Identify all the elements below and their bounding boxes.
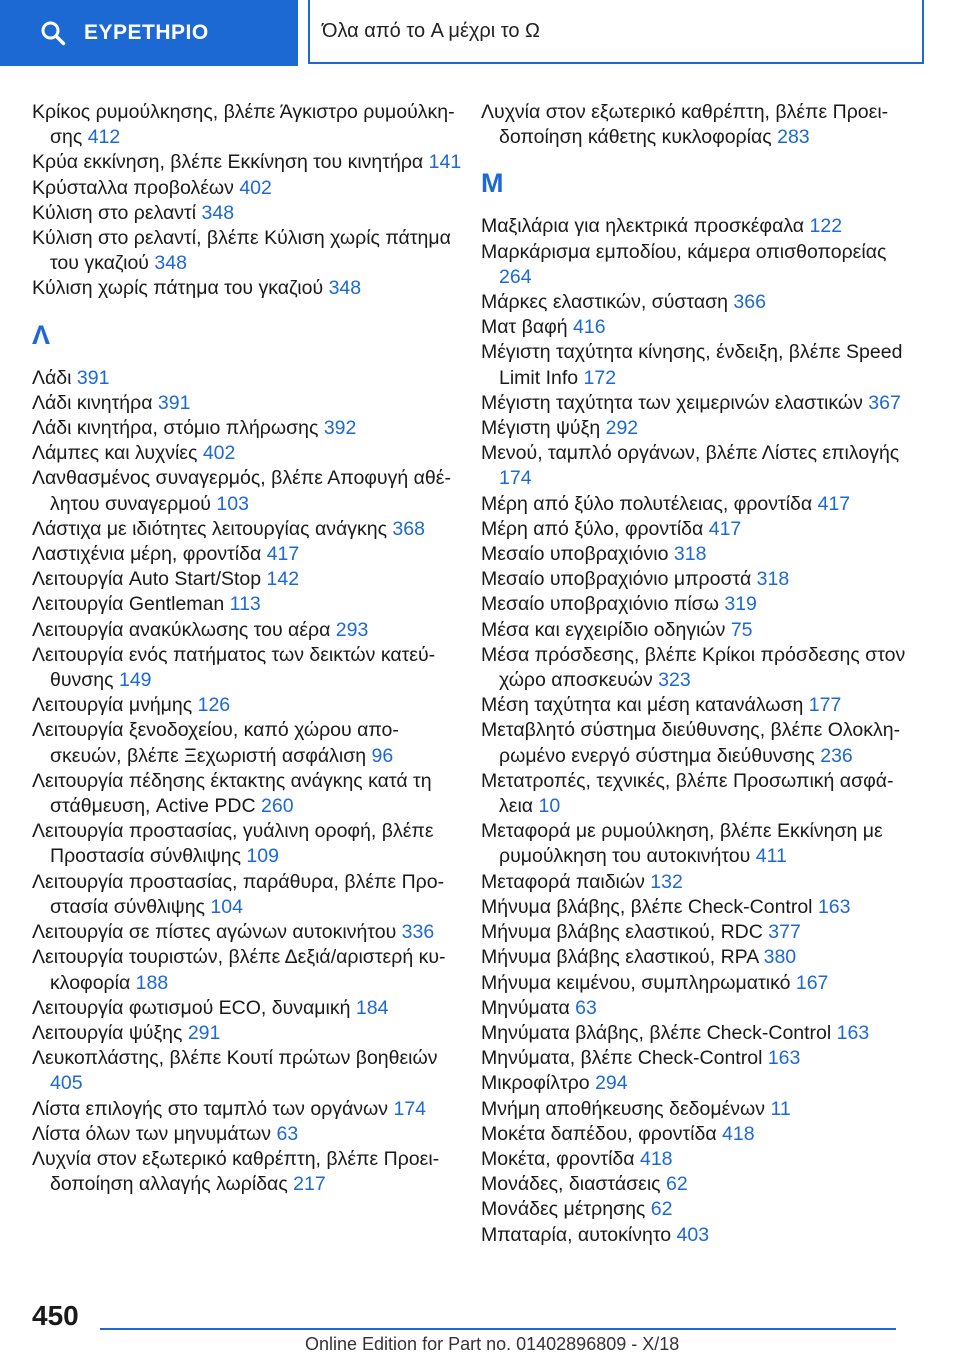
index-page-link[interactable]: 75: [730, 618, 753, 641]
index-entry: [481, 895, 911, 920]
index-entry-text: Μέγιστη ταχύτητα των χειμερινών ελαστικών: [481, 391, 863, 414]
index-entry: [481, 100, 911, 150]
index-page-link[interactable]: 174: [499, 467, 532, 490]
index-entry: [481, 769, 911, 819]
index-entry: [32, 945, 462, 995]
index-entry: [481, 1197, 911, 1222]
index-page-link[interactable]: 380: [763, 946, 797, 969]
index-entry-text: Λειτουργία μνήμης: [32, 694, 193, 717]
index-page-link[interactable]: 283: [777, 126, 810, 149]
index-page-link[interactable]: 391: [76, 366, 110, 389]
index-entry-text: Κύλιση στο ρελαντί: [32, 201, 197, 224]
index-entry: [32, 567, 462, 592]
index-entry-text: Μνήμη αποθήκευσης δεδομένων: [481, 1097, 766, 1120]
index-entry: [32, 542, 462, 567]
index-entry-text: Μήνυμα βλάβης ελαστικού, RDC: [481, 921, 763, 944]
index-page-link[interactable]: 417: [708, 517, 742, 540]
index-entry: [481, 693, 911, 718]
index-entry: [481, 240, 911, 290]
index-entry: [481, 819, 911, 869]
index-entry: [32, 618, 462, 643]
index-entry: [481, 214, 911, 239]
index-page-link[interactable]: 167: [795, 971, 829, 994]
index-entry: [32, 416, 462, 441]
top-navigation: [0, 0, 960, 66]
index-entry-text: Κύλιση χωρίς πάτημα του γκαζιού: [32, 277, 324, 300]
index-page-link[interactable]: 96: [371, 744, 394, 767]
index-entry-text: Λειτουργία προστασίας, γυάλινη οροφή, βλέπε Προστασία σύνθλιψης: [32, 820, 434, 868]
index-entry-text: Λειτουργία ενός πατήματος των δεικτών κατεύθυνσης: [32, 643, 436, 692]
index-entry: [32, 226, 462, 276]
index-page-link[interactable]: 126: [197, 694, 231, 717]
index-page-link[interactable]: 377: [768, 921, 801, 944]
index-page-link[interactable]: 367: [868, 391, 901, 414]
index-page-link[interactable]: 10: [538, 795, 561, 818]
index-entry: [481, 542, 911, 567]
index-entry: [32, 592, 462, 617]
index-entry-text: Κρύσταλλα προβολέων: [32, 176, 234, 199]
index-entry-text: Μονάδες, διαστάσεις: [481, 1173, 661, 1196]
index-page-link[interactable]: 174: [393, 1097, 427, 1120]
index-page-link[interactable]: 319: [724, 593, 757, 616]
index-page-link[interactable]: 348: [328, 277, 362, 300]
index-entry: [32, 201, 462, 226]
index-entry-text: Μαρκάρισμα εμποδίου, κάμερα οπισθοπορείας: [481, 240, 887, 263]
index-page-link[interactable]: 149: [118, 669, 152, 692]
index-entry-text: Μέρη από ξύλο πολυτέλειας, φροντίδα: [481, 492, 813, 515]
index-entry: [32, 643, 462, 693]
index-entry: [32, 391, 462, 416]
index-page-link[interactable]: 318: [673, 543, 707, 566]
index-entry-text: Μάρκες ελαστικών, σύσταση: [481, 291, 728, 314]
index-entry: [32, 1147, 462, 1197]
index-entry-text: Λειτουργία ψύξης: [32, 1021, 183, 1044]
index-page-link[interactable]: 292: [605, 417, 639, 440]
index-entry: [32, 1122, 462, 1147]
index-entry: [481, 315, 911, 340]
index-entry: [32, 996, 462, 1021]
index-entry-text: Λυχνία στον εξωτερικό καθρέπτη, βλέπε Προειδοποίηση αλλαγής λωρίδας: [32, 1147, 440, 1196]
index-page-link[interactable]: 418: [722, 1122, 755, 1145]
index-entry: [481, 971, 911, 996]
index-entry: [32, 870, 462, 920]
tab-a-to-z-label: Όλα από το A μέχρι το Ω: [322, 19, 540, 42]
index-entry-text: Μετατροπές, τεχνικές, βλέπε Προσωπική ασφάλεια: [481, 769, 894, 818]
index-page-link[interactable]: 260: [261, 795, 294, 818]
index-entry: [32, 1097, 462, 1122]
index-entry-text: Λειτουργία Gentleman: [32, 593, 225, 616]
index-page-link[interactable]: 294: [595, 1072, 628, 1095]
index-entry-text: Λειτουργία ανακύκλωσης του αέρα: [32, 618, 331, 641]
index-entry-text: Μέγιστη ταχύτητα κίνησης, ένδειξη, βλέπε Speed Limit Info: [481, 341, 903, 389]
index-page-link[interactable]: 412: [87, 126, 121, 149]
index-entry-text: Μενού, ταμπλό οργάνων, βλέπε Λίστες επιλογής: [481, 442, 900, 465]
index-entry-text: Μεταβλητό σύστημα διεύθυνσης, βλέπε Ολοκληρωμένο ενεργό σύστημα διεύθυνσης: [481, 719, 901, 767]
index-page-link[interactable]: 63: [276, 1122, 299, 1145]
index-page-link[interactable]: 132: [650, 870, 683, 893]
index-entry-text: Λυχνία στον εξωτερικό καθρέπτη, βλέπε Προειδοποίηση κάθετης κυκλοφορίας: [481, 101, 889, 149]
index-entry-text: Μήνυμα βλάβης, βλέπε Check-Control: [481, 895, 813, 918]
index-entry-text: Λαστιχένια μέρη, φροντίδα: [32, 543, 262, 566]
index-entry: [481, 618, 911, 643]
index-entry-text: Λίστα επιλογής στο ταμπλό των οργάνων: [32, 1097, 389, 1120]
index-entry: [481, 1097, 911, 1122]
index-page-link[interactable]: 366: [733, 291, 766, 314]
index-entry-text: Μαξιλάρια για ηλεκτρικά προσκέφαλα: [481, 215, 805, 238]
index-page-link[interactable]: 402: [239, 176, 272, 199]
index-page-link[interactable]: 62: [665, 1173, 688, 1196]
index-page-link[interactable]: 264: [499, 265, 532, 288]
index-entry-text: Λειτουργία πέδησης έκτακτης ανάγκης κατά τη στάθμευση, Active PDC: [32, 769, 432, 818]
index-entry-text: Λάμπες και λυχνίες: [32, 442, 198, 465]
index-entry-text: Μέρη από ξύλο, φροντίδα: [481, 517, 704, 540]
index-entry: [32, 920, 462, 945]
index-entry: [32, 1021, 462, 1046]
index-page-link[interactable]: 236: [820, 744, 853, 767]
index-entry: [481, 1223, 911, 1248]
index-entry: [481, 492, 911, 517]
index-page-link[interactable]: 163: [817, 895, 851, 918]
index-entry-text: Μέσα πρόσδεσης, βλέπε Κρίκοι πρόσδεσης στον χώρο αποσκευών: [481, 643, 906, 692]
search-icon: [40, 20, 66, 46]
index-entry-text: Κρύα εκκίνηση, βλέπε Εκκίνηση του κινητήρα: [32, 151, 424, 174]
index-page-link[interactable]: 217: [293, 1173, 326, 1196]
index-entry-text: Μέγιστη ψύξη: [481, 417, 601, 440]
index-page-link[interactable]: 368: [392, 517, 425, 540]
index-page-link[interactable]: 391: [157, 391, 191, 414]
index-entry: [481, 718, 911, 768]
footer-divider: [100, 1328, 896, 1330]
index-page-link[interactable]: 392: [323, 417, 357, 440]
index-entry-text: Ματ βαφή: [481, 316, 568, 339]
index-entry-text: Λευκοπλάστης, βλέπε Κουτί πρώτων βοηθειών: [32, 1047, 438, 1070]
index-entry: [481, 920, 911, 945]
index-page-link[interactable]: 417: [266, 543, 300, 566]
index-entry: [481, 340, 911, 390]
index-entry: [481, 945, 911, 970]
index-entry: [32, 150, 462, 175]
section-letter: Μ: [481, 168, 504, 199]
index-entry: [481, 416, 911, 441]
index-entry: [481, 592, 911, 617]
index-page-link[interactable]: 405: [50, 1072, 83, 1095]
index-page-link[interactable]: 293: [335, 618, 369, 641]
index-entry-text: Κρίκος ρυμούλκησης, βλέπε Άγκιστρο ρυμούλκησης: [32, 101, 455, 149]
index-page-link[interactable]: 418: [639, 1147, 673, 1170]
index-page-link[interactable]: 142: [266, 568, 300, 591]
index-page-link[interactable]: 113: [229, 593, 261, 616]
tab-index[interactable]: [0, 0, 298, 66]
index-entry: [32, 176, 462, 201]
index-entry: [32, 100, 462, 150]
index-entry-text: Μπαταρία, αυτοκίνητο: [481, 1223, 672, 1246]
index-entry-text: Λάδι: [32, 366, 72, 389]
index-entry-text: Λάδι κινητήρα: [32, 391, 153, 414]
index-column-right: [481, 100, 911, 1248]
index-entry: [32, 1046, 462, 1096]
index-entry-text: Λειτουργία ξενοδοχείου, καπό χώρου αποσκευών, βλέπε Ξεχωριστή ασφάλιση: [32, 719, 399, 767]
index-page-link[interactable]: 318: [756, 568, 790, 591]
index-entry: [32, 366, 462, 391]
index-entry-text: Μοκέτα δαπέδου, φροντίδα: [481, 1122, 717, 1145]
index-page-link[interactable]: 104: [210, 895, 243, 918]
index-page-link[interactable]: 163: [767, 1047, 801, 1070]
index-entry-text: Μονάδες μέτρησης: [481, 1198, 646, 1221]
index-page-link[interactable]: 184: [355, 996, 389, 1019]
index-page-link[interactable]: 11: [770, 1097, 791, 1120]
index-entry-text: Μέσα και εγχειρίδιο οδηγιών: [481, 618, 726, 641]
section-letter: Λ: [32, 319, 51, 350]
index-entry: [481, 567, 911, 592]
index-page-link[interactable]: 109: [246, 845, 279, 868]
index-entry: [32, 718, 462, 768]
index-page-link[interactable]: 103: [216, 492, 249, 515]
index-entry: [481, 441, 911, 491]
index-entry-text: Μοκέτα, φροντίδα: [481, 1147, 635, 1170]
index-entry-text: Λειτουργία σε πίστες αγώνων αυτοκινήτου: [32, 921, 397, 944]
page-number: 450: [32, 1300, 79, 1331]
index-entry: [481, 1122, 911, 1147]
index-page-link[interactable]: 336: [401, 921, 435, 944]
index-entry: [32, 276, 462, 301]
index-entry-text: Λίστα όλων των μηνυμάτων: [32, 1122, 272, 1145]
index-entry-text: Λειτουργία φωτισμού ECO, δυναμική: [32, 996, 351, 1019]
index-entry: [481, 290, 911, 315]
index-entry-text: Λειτουργία προστασίας, παράθυρα, βλέπε Προστασία σύνθλιψης: [32, 870, 445, 918]
index-entry-text: Μήνυμα βλάβης ελαστικού, RPA: [481, 946, 759, 969]
index-entry: [481, 391, 911, 416]
tab-a-to-z[interactable]: [308, 0, 924, 64]
index-page-link[interactable]: 348: [154, 252, 187, 275]
index-entry-text: Μηνύματα βλάβης, βλέπε Check-Control: [481, 1021, 832, 1044]
index-page-link[interactable]: 402: [202, 442, 236, 465]
index-entry: [481, 870, 911, 895]
index-page-link[interactable]: 141: [428, 151, 462, 174]
index-page-link[interactable]: 62: [650, 1198, 673, 1221]
index-page-link[interactable]: 323: [658, 669, 691, 692]
index-page-link[interactable]: 416: [573, 316, 606, 339]
index-page-link[interactable]: 63: [575, 996, 597, 1019]
index-entry: [32, 769, 462, 819]
index-entry-text: Μεσαίο υποβραχιόνιο μπροστά: [481, 568, 752, 591]
index-entry-text: Μεσαίο υποβραχιόνιο πίσω: [481, 593, 719, 616]
index-entry-text: Μεσαίο υποβραχιόνιο: [481, 543, 669, 566]
index-entry: [481, 517, 911, 542]
index-entry: [481, 1046, 911, 1071]
index-column-left: [32, 100, 462, 1197]
index-entry: [481, 996, 911, 1021]
index-page-link[interactable]: 163: [836, 1021, 870, 1044]
index-entry-text: Λάστιχα με ιδιότητες λειτουργίας ανάγκης: [32, 517, 387, 540]
index-entry-text: Μηνύματα, βλέπε Check-Control: [481, 1047, 763, 1070]
index-entry: [481, 1071, 911, 1096]
footer-edition-text: Online Edition for Part no. 01402896809 - X/18: [305, 1334, 680, 1354]
index-page-link[interactable]: 188: [135, 971, 169, 994]
index-entry-text: Μηνύματα: [481, 996, 570, 1019]
index-entry-text: Μικροφίλτρο: [481, 1072, 590, 1095]
index-entry-text: Λειτουργία τουριστών, βλέπε Δεξιά/αριστερή κυκλοφορία: [32, 946, 446, 994]
index-page-link[interactable]: 403: [676, 1223, 710, 1246]
index-entry: [481, 643, 911, 693]
index-entry-text: Μήνυμα κειμένου, συμπληρωματικό: [481, 971, 791, 994]
index-entry: [32, 819, 462, 869]
index-page-link[interactable]: 291: [187, 1021, 221, 1044]
index-page-link[interactable]: 122: [809, 215, 843, 238]
index-entry: [481, 1147, 911, 1172]
index-entry-text: Λάδι κινητήρα, στόμιο πλήρωσης: [32, 417, 319, 440]
index-page-link[interactable]: 177: [808, 694, 842, 717]
index-entry: [481, 1172, 911, 1197]
index-entry: [32, 441, 462, 466]
index-entry-text: Λειτουργία Auto Start/Stop: [32, 568, 262, 591]
index-entry-text: Μεταφορά με ρυμούλκηση, βλέπε Εκκίνηση με ρυμούλκηση του αυτοκινήτου: [481, 820, 883, 868]
index-entry-text: Κύλιση στο ρελαντί, βλέπε Κύλιση χωρίς πάτημα του γκαζιού: [32, 227, 451, 275]
tab-index-label: ΕΥΡΕΤΗΡΙΟ: [84, 21, 209, 44]
index-entry-text: Μεταφορά παιδιών: [481, 870, 645, 893]
index-entry: [32, 693, 462, 718]
index-entry-text: Λανθασμένος συναγερμός, βλέπε Αποφυγή αθέλητου συναγερμού: [32, 467, 451, 515]
index-page-link[interactable]: 348: [201, 201, 235, 224]
index-entry: [481, 1021, 911, 1046]
index-entry: [32, 466, 462, 516]
index-page-link[interactable]: 172: [583, 366, 617, 389]
index-entry-text: Μέση ταχύτητα και μέση κατανάλωση: [481, 694, 804, 717]
index-page-link[interactable]: 411: [755, 845, 787, 868]
index-entry: [32, 517, 462, 542]
index-page-link[interactable]: 417: [817, 492, 851, 515]
